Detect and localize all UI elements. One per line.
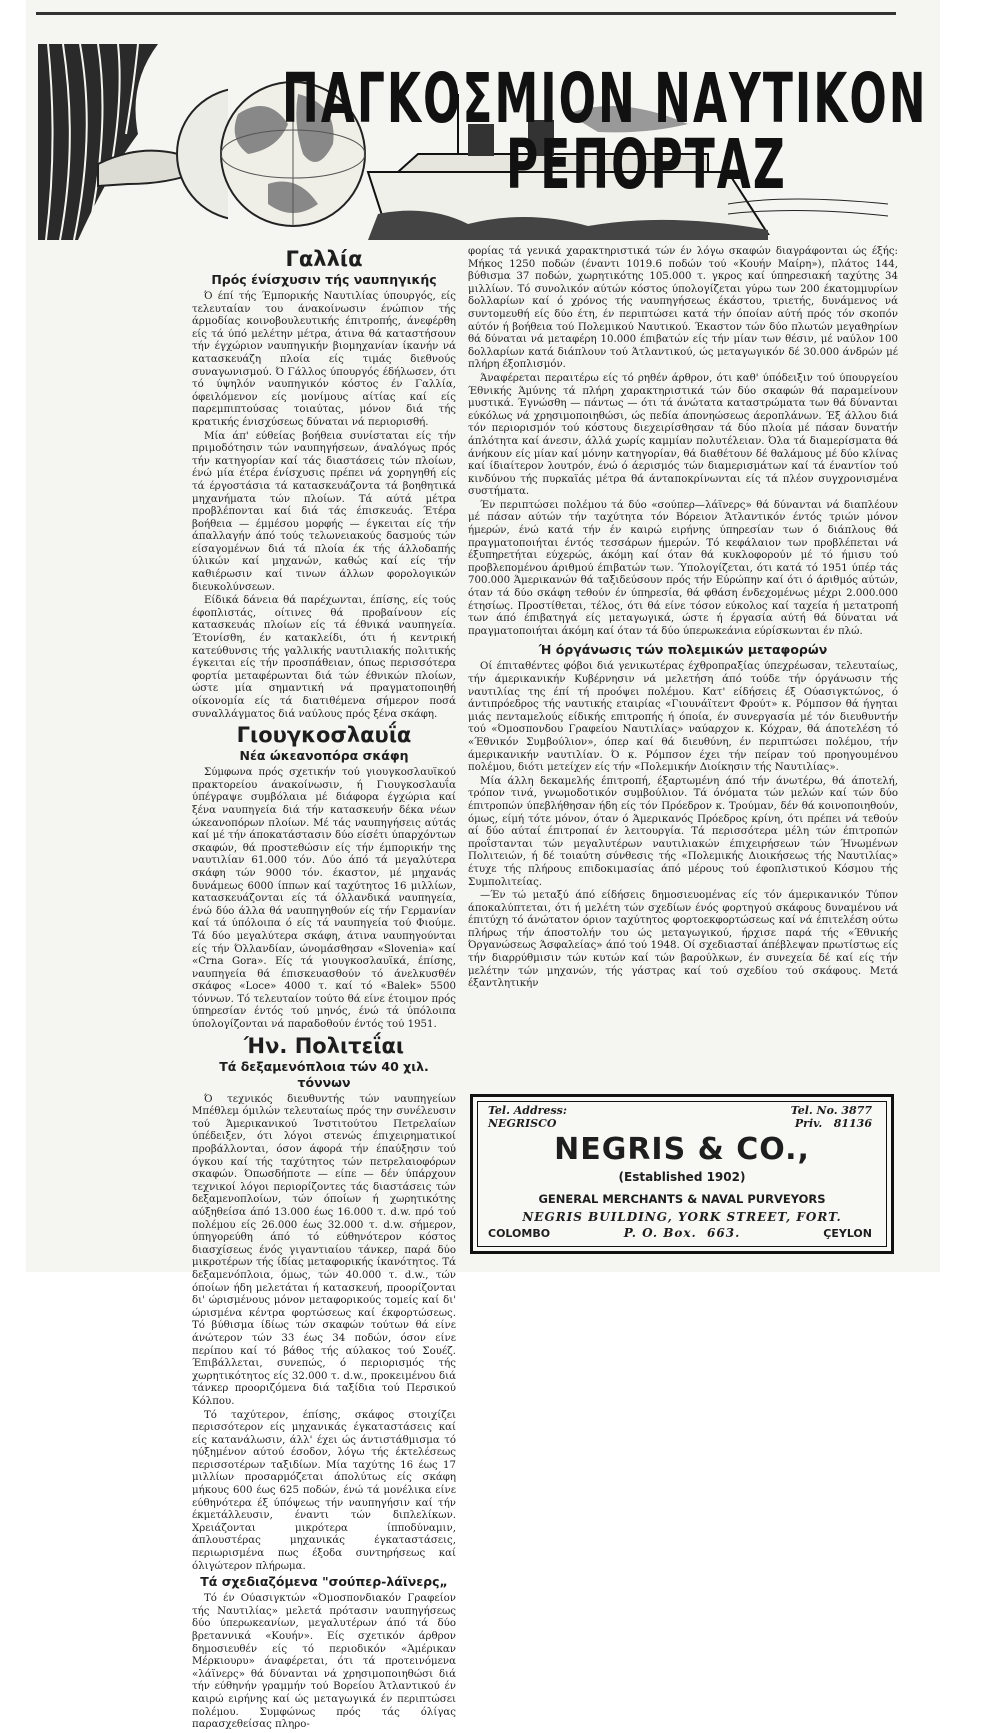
ad-tel-address-block: [488, 1104, 567, 1130]
article-paragraph: —Έν τώ μεταξύ άπό είδήσεις δημοσιευομένας είς τόν άμερικανικόν Τύπον άποκαλύπτεται, ότι ή μελέτη τών σχεδίων ένός φορτηγού σκάφους δυναμένου νά έπιτύχη τό άνώτατον όριον ταχύτητος φορτοεκφορτώσεως καί νά έπιτελέση ούτω πλήρως τήν άποστολήν του ώς μεταγωγικού, ήρχισε παρά τής «Έθνικής Όργανώσεως Άσφαλείας» άπό τού 1948. Οί σχεδιασταί άπέβλεψαν πρωτίστως είς τήν διαρρύθμισιν τών κυτών καί τών βαρούλκων, έν συνεχεία δέ καί είς τήν μελέτην τών μηχανών, τής γάστρας καί τού σχεδίου τού σκάφους. Μετά έξαντλητικήν: [468, 890, 898, 990]
ad-inner-frame: [477, 1101, 887, 1247]
ad-city: COLOMBO: [488, 1227, 551, 1240]
left-column: [192, 246, 456, 1733]
masthead-title-line1: ΠΑΓΚΟΣΜΙΟΝ ΝΑΥΤΙΚΟΝ: [282, 60, 928, 140]
article-paragraph: Έν περιπτώσει πολέμου τά δύο «σούπερ—λάϊνερς» θά δύνανται νά διαπλέουν μέ πάσαν αύτών τήν ταχύτητα τόν Βόρειον Άτλαντικόν έντός τριών μόνον ήμερών, ένώ κατά τήν έν καιρώ ειρήνης ύπηρεσίαν των ό διάπλους θά πραγματοποιήται έντός τεσσάρων ήμερών. Τό κεφάλαιον των προβλέπεται νά έξυπηρετήται εύχερώς, άκόμη καί όταν θά κυκλοφορούν μέ τό ήμισυ τού προβλεπομένου άριθμού έπιβατών των. Ύπολογίζεται, ότι κατά τό 1951 ύπέρ τάς 700.000 Άμερικανών θά ταξιδεύσουν πρός τήν Εύρώπην καί ότι ό άριθμός αύτών, όταν τά δύο σκάφη τεθούν έν ύπηρεσία, θά φθάση ένδεχομένως μέχρι 2.000.000 έτησίως. Προστίθεται, τέλος, ότι θά είνε τόσον εύκολος καί ταχεία ή μετατροπή των άπό έπιβατηγά είς μεταγωγικά, ώστε ή έργασία αύτή θά δύναται νά πραγματοποιήται άκόμη καί όταν τά δύο ύπερωκεάνια εύρίσκωνται έν πλώ.: [468, 499, 898, 637]
ad-tel-address-label: Tel. Address:: [488, 1104, 567, 1117]
ad-po-box: P. O. Box. 663.: [623, 1226, 741, 1240]
ad-company-name: NEGRIS & CO.,: [554, 1132, 810, 1167]
article-paragraph: Ό έπί τής Έμπορικής Ναυτιλίας ύπουργός, είς τελευταίαν του άνακοίνωσιν ένώπιον τής άρμοδίας κοινοβουλευτικής έπιτροπής, άνεφέρθη είς τά ύπό μελέτην μέτρα, άτινα θά καταστήσουν τήν έγχώριον ναυπηγικήν βιομηχανίαν ίκανήν νά κατασκευάζη πλοία είς τιμάς διεθνούς συναγωνισμού. Ό Γάλλος ύπουργός έδήλωσεν, ότι τό ύψηλόν ναυπηγικόν κόστος έν Γαλλία, όφειλόμενον είς μονίμους αίτίας καί είς παρεμπιπτούσας τοιαύτας, μόνον διά τής κρατικής ένισχύσεως δύναται νά περιορισθή.: [192, 291, 456, 428]
scan-margin: [940, 0, 1000, 1291]
ad-tel-address: NEGRISCO: [488, 1117, 557, 1130]
section-heading-war-transport: Ή όργάνωσις τών πολεμικών μεταφορών: [538, 642, 828, 658]
article-paragraph: Οί έπιταθέντες φόβοι διά γενικωτέρας έχθροπραξίας ύπεχρέωσαν, τελευταίως, τήν άμερικανικήν Κυβέρνησιν νά μελετήση άπό τούδε τήν όργάνωσιν τής ναυτιλίας της έπί τή προόψει πολέμου. Κατ' είδήσεις έξ Ούασιγκτώνος, ό άντιπρόεδρος τής ναυτικής εταιρίας «Γιουνάϊτεντ Φρούτ» κ. Ρόμπσον θά ήγηται μιάς πενταμελούς είδικής επιτροπής ή όποία, έν συνεργασία μέ τόν διευθυντήν τού «Όμοσπονδου Γραφείου Ναυτιλίας» ναύαρχον κ. Κόχραν, θά άποτελέση τό «Έθνικόν Συμβούλιον», όπερ καί θά διευθύνη, έν περιπτώσει πολέμου, τήν άμερικανικήν ναυτιλίαν. Ό κ. Ρόμπσον έχει τήν πείραν τού προηγουμένου πολέμου, διότι μετείχεν είς τήν «Πολεμικήν Διοίκησιν τής Ναυτιλίας».: [468, 661, 898, 774]
article-paragraph: Άναφέρεται περαιτέρω είς τό ρηθέν άρθρον, ότι καθ' ύπόδειξιν τού ύπουργείου Έθνικής Άμύνης τά πλήρη χαρακτηριστικά τών δύο σκαφών θά παραμείνουν μυστικά. Έγνώσθη — πάντως — ότι τά άνώτατα καταστρώματα των θά δύνανται εύκόλως νά χρησιμοποιηθώσι, ώς πεδία άπονηώσεως άεροπλάνων. Έξ άλλου διά τόν περιορισμόν τού κόστους διεχειρίσθησαν τά δύο πλοία μέ πάσαν δυνατήν άπλότητα καί άνεσιν, άλλά χωρίς καμμίαν πολυτέλειαν. Όλα τά διαμερίσματα θά άνήκουν είς μίαν καί μόνην κατηγορίαν, θά διαθέτουν δέ θαλάμους μέ δύο κλίνας καί ίδιαίτερον λουτρόν, ένώ ό άερισμός τών διαμερισμάτων καί τά έναντίον τού κινδύνου τής πυρκαϊάς μέτρα θά άνταποκρίνωνται είς τά πλέον συγχρονισμένα συστήματα.: [468, 372, 898, 498]
section-heading-superliners: Τά σχεδιαζόμενα "σούπερ-λάϊνερς„: [200, 1574, 448, 1590]
ad-tel-no: Tel. No. 3877: [790, 1104, 872, 1117]
section-country-usa: Ήν. Πολιτεΐαι: [243, 1033, 405, 1058]
article-paragraph: Ό τεχνικός διευθυντής τών ναυπηγείων Μπέθλεμ όμιλών τελευταίως πρός την συνέλευσιν τού Άμερικανικού Ίνστιτούτου Πετρελαίων ύπέδειξεν, ότι λόγοι στενώς έπιχειρηματικοί προβάλλονται, όσον άφορά τήν έπαύξησιν τού όγκου καί τής ταχύτητος τών πετρελαιοφόρων σκαφών. Όπωσδήποτε — είπε — δέν ύπάρχουν τεχνικοί λόγοι περιορίζοντες τάς διαστάσεις τών δεξαμενοπλοίων, τών όποίων ή χωρητικότης αύξηθείσα άπό 13.000 έως 16.000 τ. d.w. πρό τού πολέμου είς 26.000 έως 32.000 τ. d.w. σήμερον, ύπηγορεύθη άπό τό εύθηνότερον κόστος διασχίσεως ένός γιγαντιαίου τάνκερ, παρά δύο μικροτέρων τής ίδίας μεταφορικής ίκανότητος. Τά δεξαμενόπλοια, όμως, τών 40.000 τ. d.w., τών όποίων ήδη μελετάται ή κατασκευή, προορίζονται δι' ώρισμένους μόνον μεταφορικούς τομείς καί δι' ώρισμένα κέντρα φορτώσεως καί έκφορτώσεως. Τό βύθισμα ίδίως τών σκαφών τούτων θά είνε άνώτερον τών 33 έως 34 ποδών, όσον είνε περίπου καί τό βάθος τής αύλακος τού Σουέζ. Έπιβάλλεται, συνεπώς, ό περιορισμός τής χωρητικότητος είς 32.000 τ. d.w., προκειμένου διά τάνκερ προοριζόμενα διά ταξίδια τού Περσικού Κόλπου.: [192, 1093, 456, 1407]
article-paragraph: Σύμφωνα πρός σχετικήν τού γιουγκοσλαυϊκού πρακτορείου άνακοίνωσιν, ή Γιουγκοσλαυΐα ύπέγραψε συμβόλαια μέ διάφορα έγχώρια καί ξένα ναυπηγεία διά τήν κατασκευήν δέκα νέων ώκεανοπόρων πλοίων. Μέ τάς ναυπηγήσεις αύτάς καί μέ τήν άποκατάστασιν δύο είσέτι ύπαρχόντων σκαφών, θά προστεθώσιν είς τήν έμπορικήν της ναυτιλίαν 61.000 τόν. Δύο άπό τά μεγαλύτερα σκάφη τών 9000 τόν. έκαστον, μέ μηχανάς δυνάμεως 6000 ίππων καί ταχύτητος 16 μιλλίων, κατασκευάζονται είς τά όλλανδικά ναυπηγεία, ένώ δύο άλλα θά ναυπηγηθούν είς τήν Γερμανίαν καί τά ύπόλοιπα ό είς τά ναυπηγεία τού Φιούμε. Τά δύο μεγαλύτερα σκάφη, άτινα ναυπηγούνται είς τήν Όλλανδίαν, ώνομάσθησαν «Slovenia» καί «Crna Gora». Είς τά γιουγκοσλαυϊκά, έπίσης, ναυπηγεία θά έπισκευασθούν τό άνελκυσθέν σκάφος «Loce» 4000 τ. καί τό «Balek» 5500 τόννων. Τό τελευταίον τούτο θά είνε έτοιμον πρός ύπηρεσίαν έντός τού μηνός, ένώ τά ύπόλοιπα ύπολογίζονται νά παραδοθούν έντός τού 1951.: [192, 767, 456, 1031]
ad-country: ÇEYLON: [823, 1227, 872, 1240]
masthead: [38, 44, 928, 240]
article-paragraph: Τό έν Ούασιγκτών «Όμοσπονδιακόν Γραφείον τής Ναυτιλίας» μελετά πρότασιν ναυπηγήσεως δύο ύπερωκεανίων, μεγαλυτέρων άπό τά δύο βρεταννικά «Κουήν». Είς σχετικόν άρθρον δημοσιευθέν είς τό περιοδικόν «Άμέρικαν Μέρκιουρυ» άναφέρεται, ότι τά προτεινόμενα «λάϊνερς» θά δύνανται νά χρησιμοποιηθώσι διά τήν εύθηνήν γραμμήν τού Βορείου Άτλαντικού έν καιρώ ειρήνης καί ώς μεταγωγικά έν περιπτώσει πολέμου. Συμφώνως πρός τάς όλίγας παρασχεθείσας πληρο-: [192, 1593, 456, 1731]
header-rule: [36, 12, 896, 15]
article-paragraph: Τό ταχύτερον, έπίσης, σκάφος στοιχίζει περισσότερον είς μηχανικάς έγκαταστάσεις καί είς κατανάλωσιν, άλλ' έχει ώς άντιστάθμισμα τό ηύξημένον αύτού έσοδον, λόγω τής έκτελέσεως περισσοτέρων ταξιδίων. Μία ταχύτης 16 έως 17 μιλλίων προσαρμόζεται άπολύτως είς σκάφη μήκους 600 έως 625 ποδών, ένώ τά μονέλικα είνε εύθηνότερα έξ ύπόψεως τήν ναυπηγήσιν καί τήν έκμετάλλευσιν, έναντι τών διπλελίκων. Χρειάζονται μικρότερα ίπποδύναμιν, άπλουστέρας μηχανικάς έγκαταστάσεις, περιωρισμένα πως έξοδα συντηρήσεως καί όλιγώτερον πλήρωμα.: [192, 1409, 456, 1572]
ad-established: (Established 1902): [618, 1170, 746, 1184]
masthead-title-line2: ΡΕΠΟΡΤΑΖ: [506, 126, 787, 206]
article-paragraph: Μία άπ' εύθείας βοήθεια συνίσταται είς τήν πριμοδότησιν τών ναυπηγήσεων, άναλόγως πρός τήν κατηγορίαν καί τάς διαστάσεις τών πλοίων, ένώ μία έτέρα ένίσχυσις πρέπει νά χορηγηθή είς τά έργοστάσια τά κατασκευάζοντα τά βοηθητικά μηχανήματα τών πλοίων. Τά αύτά μέτρα προβλέπονται καί διά τάς έπισκευάς. Έτέρα βοήθεια — έμμέσου μορφής — έγκειται είς τήν άπαλλαγήν άπό τούς τελωνειακούς δασμούς τών είσαγομένων διά τά πλοία έκ τής άλλοδαπής ύλικών καί μηχανών, καθώς καί είς τήν καθιέρωσιν καί τινων άλλων φορολογικών διευκολύνσεων.: [192, 430, 456, 593]
ad-business-line: GENERAL MERCHANTS & NAVAL PURVEYORS: [538, 1192, 826, 1206]
negris-advertisement: [470, 1094, 894, 1254]
section-heading-france: Πρός ένίσχυσιν τής ναυπηγικής: [211, 272, 437, 287]
article-paragraph: φορίας τά γενικά χαρακτηριστικά τών έν λόγω σκαφών διαγράφονται ώς έξής: Μήκος 1250 ποδών (έναντι 1019.6 ποδών τού «Κουήν Μαίρη»), πλάτος 144, βύθισμα 37 ποδών, χωρητικότης 105.000 τ. γκρος καί ύπηρεσιακή ταχύτης 34 μιλλίων. Τό συνολικόν αύτών κόστος ύπολογίζεται γύρω των 200 έκατομμυρίων δολλαρίων καί ό χρόνος τής ναυπηγήσεως έκάστου, τριετής, δυνάμενος νά συντομευθή είς δύο έτη, έν περιπτώσει κατά τήν όποίαν αύτή πρός τόν σκοπόν αύτόν ή βοήθεια τού Πολεμικού Ναυτικού. Έκαστον τών δύο πλωτών μεγαθηρίων θά δύναται νά μεταφέρη 10.000 έπιβατών είς τήν μίαν των θέσιν, μέ ναύλον 100 δολλαρίων κατά διάπλουν τού Άτλαντικού, ώς μεταγωγικόν δέ 30.000 άνδρών μέ πλήρη έξοπλισμόν.: [468, 246, 898, 371]
ad-priv: Priv. 81136: [794, 1117, 872, 1130]
ad-address: NEGRIS BUILDING, YORK STREET, FORT.: [522, 1210, 842, 1224]
article-paragraph: Είδικά δάνεια θά παρέχωνται, έπίσης, είς τούς έφοπλιστάς, οίτινες θά προβαίνουν είς κατασκευάς πλοίων είς τά έθνικά ναυπηγεία. Έτονίσθη, έν κατακλείδι, ότι ή κεντρική κατεύθυνσις τής γαλλικής ναυτιλιακής πολιτικής έγκειται είς τήν προσπάθειαν, όπως περισσότερα φορτία μεταφέρωνται διά τών έθνικών πλοίων, ώστε μία σημαντική νά πραγματοποιηθή οίκονομία είς τά διατιθέμενα σήμερον ποσά συναλλάγματος διά ναύλους πρός ξένα σκάφη.: [192, 595, 456, 720]
article-paragraph: Μία άλλη δεκαμελής έπιτροπή, έξαρτωμένη άπό τήν άνωτέρω, θά άποτελή, τρόπον τινά, γνωμοδοτικόν συμβούλιον. Τά όνόματα τών μελών καί τών δύο έπιτροπών ύπεβλήθησαν ήδη είς τόν Πρόεδρον κ. Τρούμαν, δέν θά κοινοποιηθούν, όμως, είμή τότε μόνον, όταν ό Άμερικανός Πρόεδρος κρίνη, ότι πρέπει νά τεθούν αί δύο αύταί έπιτροπαί έν λειτουργία. Τά περισσότερα μέλη τών έπιτροπών προΐστανται τών μεγαλυτέρων ναυτιλιακών έπιχειρήσεων τών Ήνωμένων Πολιτειών, ή δέ τοιαύτη σύνθεσις τής «Πολεμικής Διοικήσεως τής Ναυτιλίας» έτυχε τής πλήρους επιδοκιμασίας άπό μέρους τού έφοπλιστικού Κόσμου τής Συμπολιτείας.: [468, 775, 898, 888]
section-country-yugoslavia: Γιουγκοσλαυΐα: [236, 723, 412, 748]
section-heading-yugoslavia: Νέα ώκεανοπόρα σκάφη: [239, 748, 409, 764]
section-country-france: Γαλλία: [285, 247, 363, 271]
ad-phone-block: [791, 1104, 872, 1130]
right-column: [468, 246, 898, 992]
section-heading-usa: Τά δεξαμενόπλοια τών 40 χιλ. τόννων: [219, 1058, 429, 1090]
